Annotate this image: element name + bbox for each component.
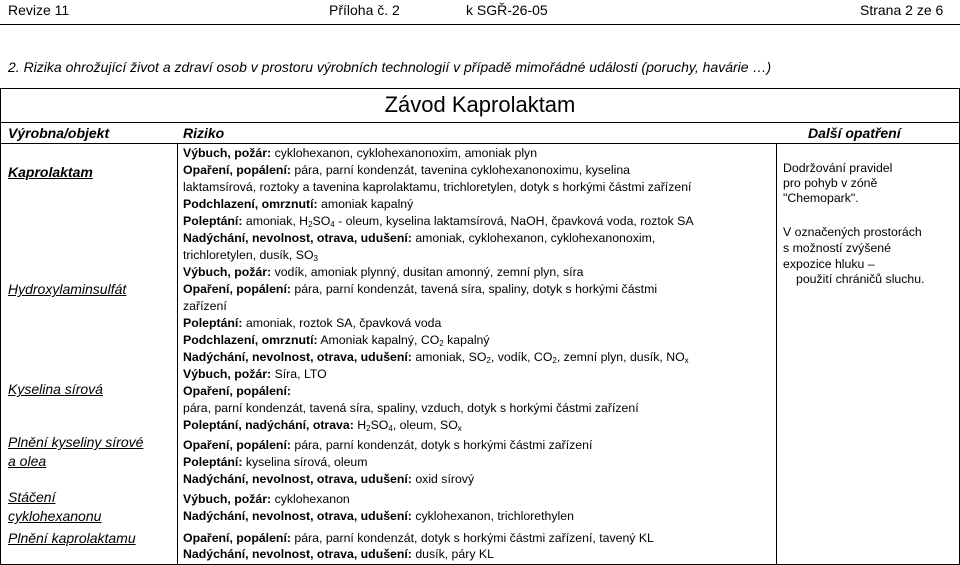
object-hydroxylaminsulfat: Hydroxylaminsulfát (8, 281, 127, 297)
column-object: Výrobna/objekt (8, 125, 110, 141)
column-divider-left (177, 143, 178, 564)
measure-line: s možností zvýšené (783, 241, 891, 255)
risk-line: zařízení (183, 299, 227, 313)
column-measures: Další opatření (808, 125, 901, 141)
risk-line: Opaření, popálení: pára, parní kondenzát, tavenina cyklohexanonoximu, kyselina (183, 163, 631, 177)
risk-line: Poleptání, nadýchání, otrava: $H_2SO_4$, oleum, $SO_x$ (183, 418, 462, 433)
revision-label: Revize 11 (8, 2, 70, 18)
table-title: Závod Kaprolaktam (384, 92, 576, 117)
object-plneni-kyseliny-line2: a olea (8, 453, 47, 469)
risk-line: Opaření, popálení: pára, parní kondenzát, tavená síra, spaliny, dotyk s horkými částmi (183, 282, 658, 296)
risk-line: Poleptání: kyselina sírová, oleum (183, 455, 368, 469)
page-number: Strana 2 ze 6 (860, 2, 944, 18)
column-divider-right (776, 143, 777, 564)
header-rule (0, 24, 960, 25)
title-divider (0, 122, 960, 123)
object-kaprolaktam: Kaprolaktam (8, 164, 93, 180)
measure-line: expozice hluku – (783, 257, 875, 271)
risk-line: pára, parní kondenzát, tavená síra, spaliny, vzduch, dotyk s horkými částmi zařízení (183, 401, 639, 415)
risk-line: Výbuch, požár: cyklohexanon, cyklohexanonoxim, amoniak plyn (183, 146, 538, 160)
object-staceni: Stáčení (8, 489, 56, 505)
risk-line: Nadýchání, nevolnost, otrava, udušení: amoniak, cyklohexanon, cyklohexanonoxim, (183, 231, 656, 245)
header-divider (0, 143, 960, 144)
appendix-label: Příloha č. 2 (329, 2, 400, 18)
risk-line: Nadýchání, nevolnost, otrava, udušení: cyklohexanon, trichlorethylen (183, 509, 574, 523)
measure-line: Dodržování pravidel (783, 161, 893, 175)
risk-line: Opaření, popálení: pára, parní kondenzát, dotyk s horkými částmi zařízení (183, 438, 593, 452)
column-risk: Riziko (183, 125, 225, 141)
measure-line: použití chráničů sluchu. (796, 272, 925, 286)
risk-line: trichloretylen, dusík, $SO_3$ (183, 248, 318, 263)
object-kyselina-sirova: Kyselina sírová (8, 381, 103, 397)
risk-line: Výbuch, požár: Síra, LTO (183, 367, 327, 381)
measure-line: pro pohyb v zóně (783, 176, 878, 190)
risk-line: Výbuch, požár: cyklohexanon (183, 492, 350, 506)
risk-line: Opaření, popálení: pára, parní kondenzát, dotyk s horkými částmi zařízení, tavený KL (183, 531, 654, 545)
object-plneni-kaprolaktamu: Plnění kaprolaktamu (8, 530, 136, 546)
risk-line: Poleptání: amoniak, roztok SA, čpavková voda (183, 316, 442, 330)
section-heading: 2. Rizika ohrožující život a zdraví osob v prostoru výrobních technologií v případě mimořádné události (poruchy, havárie …) (8, 59, 772, 75)
measure-line: "Chemopark". (783, 191, 859, 205)
risk-line: Podchlazení, omrznutí: amoniak kapalný (183, 197, 414, 211)
object-plneni-kyseliny: Plnění kyseliny sírové (8, 434, 144, 450)
risk-line: Nadýchání, nevolnost, otrava, udušení: oxid sírový (183, 472, 475, 486)
risk-line: Nadýchání, nevolnost, otrava, udušení: amoniak, $SO_2$, vodík, $CO_2$, zemní plyn, dusík, $NO_x$ (183, 350, 689, 365)
measure-line: V označených prostorách (783, 225, 922, 239)
risk-line: Podchlazení, omrznutí: Amoniak kapalný, $CO_2$ kapalný (183, 333, 490, 348)
risk-line: Nadýchání, nevolnost, otrava, udušení: dusík, páry KL (183, 547, 494, 561)
object-staceni-line2: cyklohexanonu (8, 508, 102, 524)
risk-line: Výbuch, požár: vodík, amoniak plynný, dusitan amonný, zemní plyn, síra (183, 265, 584, 279)
risk-line: laktamsírová, roztoky a tavenina kaprolaktamu, trichloretylen, dotyk s horkými částmi zařízení (183, 180, 692, 194)
document-code: k SGŘ-26-05 (466, 2, 548, 18)
risk-line: Opaření, popálení: (183, 384, 291, 398)
risk-line: Poleptání: amoniak, $H_2SO_4$ - oleum, kyselina laktamsírová, NaOH, čpavková voda, roztok SA (183, 214, 694, 229)
